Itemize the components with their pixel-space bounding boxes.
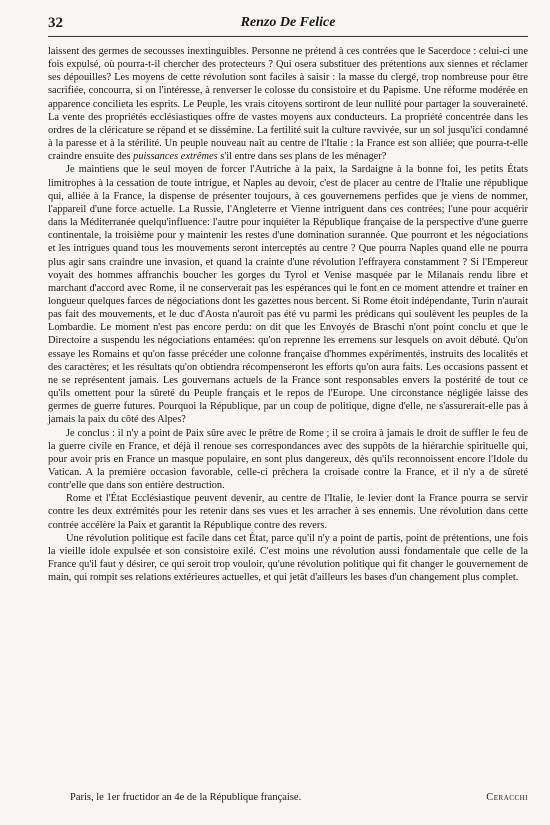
- paragraph-5: Une révolution politique est facile dans cet État, parce qu'il n'y a point de partis, point de prétentions, une fois la vieille idole expulsée et son consistoire exilé. C'est moins une révolution aussi fondamentale que celle de la France qu'il faut y désirer, ce qui seroit trop vouloir, qu'une révolution politique qui fit changer le gouvernement de main, qui rompit ses relations extérieures actuelles, et qui jetât d'ailleurs les bases d'un changement plus complet.: [48, 532, 528, 584]
- paragraph-3: Je conclus : il n'y a point de Paix sûre avec le prêtre de Rome ; il se croira à jamais le droit de suffler le feu de la guerre civile en France, et déjà il renoue ses correspondances avec des suppôts de la hiérarchie spirituelle qui, pour avoir pris en France un masque populaire, en sont plus dangereux, dès qu'ils reconnoissent encore l'Idole du Vatican. A la première occasion favorable, celle-ci prêchera la croisade contre la France, et il n'y a de sûreté contr'elle que dans son entière destruction.: [48, 427, 528, 492]
- paragraph-1-italic: puissances extrêmes: [133, 151, 218, 163]
- paragraph-1: [48, 45, 528, 163]
- paragraph-4: Rome et l'État Ecclésiastique peuvent devenir, au centre de l'Italie, le levier dont la France pourra se servir contre les deux extrémités pour les retenir dans ses vues et les arracher à ses ennemis. Une révolution dans cette contrée accélère la Paix et garantit la République contre des revers.: [48, 493, 528, 531]
- dateline: Paris, le 1er fructidor an 4e de la République française.: [70, 792, 302, 803]
- page-header: [48, 12, 528, 37]
- paragraph-1-text: laissent des germes de secousses inextinguibles. Personne ne prétend à ces contrées que le Sacerdoce : celui-ci une fois expulsé, où pourra-t-il chercher des protecteurs ? Qui osera substituer des prétentions aux siennes et réclamer ses dépouilles? Les moyens de cette révolution sont faciles à saisir : la masse du clergé, trop nombreuse pour être sacrifiée, concourra, si on l'intéresse, à renverser le colosse du consistoire et du Papisme. Une réforme modérée en apparence concilieta les esprits. Le Peuple, les vrais citoyens sortiront de leur nullité pour partager la souveraineté. La vente des propriétés ecclésiastiques offre de vastes moyens aux conducteurs. La propriété concentrée dans les ordres de la cléricature se répand et se dissémine. La fertilité suit la culture ravvivée, sur un sol jusqu'ici condamné à la paresse et à la stérilité. Un peuple nouveau naît au centre de l'Italie : la France est son alliée; que pourra-t-elle craindre ensuite des: [48, 46, 528, 163]
- running-title: Renzo De Felice: [240, 15, 336, 30]
- page-number: 32: [48, 15, 63, 31]
- signature: Ceracchi: [486, 792, 528, 803]
- paragraph-2: Je maintiens que le seul moyen de forcer l'Autriche à la paix, la Sardaigne à la bonne foi, les petits États limitrophes à la cessation de toute intrigue, et Naples au devoir, c'est de placer au centre de l'Italie une république qui, alliée à la France, la dispense de présenter toujours, à ces gouvernemens perfides que je viens de nommer, l'appareil d'une force actuelle. La Russie, l'Angleterre et Vienne intriguent dans ces contrées; l'une pour acquérir dans la Méditerranée quelqu'influence: l'autre pour inquiéter la République française de la perspective d'une guerre continentale, la troisième pour y maintenir les restes d'une domination surannée. Que pourront et les négociations et les intrigues quand tous les mouvements seront interceptés au centre ? Que pourra Naples quand elle ne pourra plus agir sans craindre une invasion, et quand la crainte d'une révolution l'effrayera constamment ? Si l'Empereur voyait des hommes affranchis boucher les gorges du Tyrol et Venise masquée par le Milanais rendu libre et marchant d'accord avec Rome, il ne conserverait pas les espérances qui le font en ce moment attendre et trainer en longueur quelques farces de négociations dont les gazettes nous bercent. Si Rome étoit indépendante, Turin n'aurait pas fait des mouvements, et le duc d'Aosta n'auroit pas été vu parmi les prédicans qui soulèvent les peuples de la Lombardie. Le moment n'est pas encore perdu: on dit que les Envoyés de Braschi n'ont point conclu et que le Directoire a suspendu les négociations entamées: qu'on reprenne les erremens sur lesquels on avoit débuté. Qu'on essaye les Romains et qu'on fasse précéder une colonne française d'hommes expérimentés, instruits des localités et des caractères; et les résultats qu'on obtiendra récompenseront les efforts qu'on aura faits. Les occasions passent et ne se représentent jamais. Les gouvernans actuels de la France sont responsables envers la postérité de tout ce qu'ils omettent pour la sûreté du Peuple français et le repos de l'Europe. Une circonstance négligée laisse des germes de guerre futures. Pourquoi la République, par un coup de politique, digne d'elle, ne s'assurerait-elle pas à jamais la paix du côté des Alpes?: [48, 164, 528, 426]
- paragraph-1-tail: s'il entre dans ses plans de les ménager?: [220, 151, 387, 163]
- document-body: [48, 45, 528, 584]
